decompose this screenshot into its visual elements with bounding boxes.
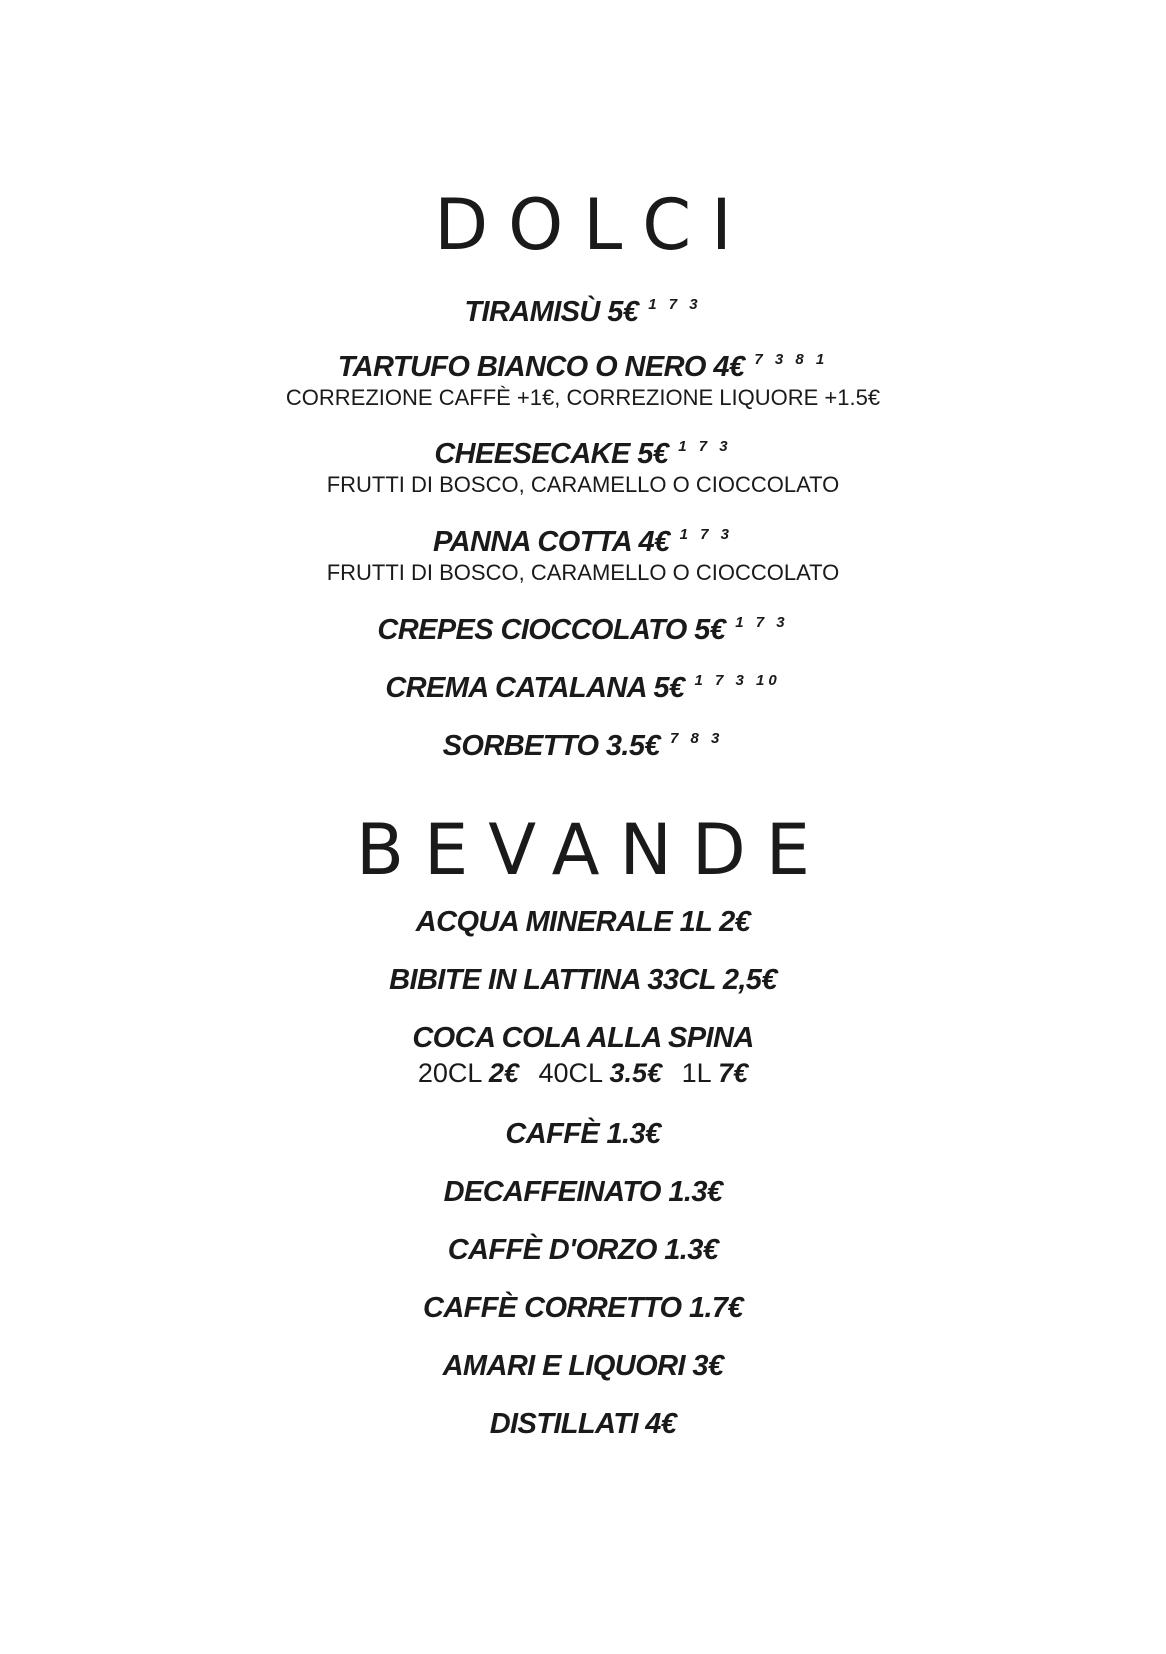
- item-name: PANNA COTTA 4€ $^{1 7 3}$: [433, 526, 733, 558]
- list-item-caffe-corretto: [0, 1290, 1166, 1326]
- list-item-cheesecake: [0, 429, 1166, 498]
- allergen-codes: 1 7 3: [678, 438, 732, 455]
- list-item-coca-cola: [0, 1020, 1166, 1090]
- allergen-codes: 7 8 3: [669, 730, 724, 747]
- size-price: 3.5€: [609, 1058, 663, 1088]
- item-name: BIBITE IN LATTINA 33CL 2,5€: [389, 964, 777, 996]
- list-item-caffe: [0, 1116, 1166, 1152]
- item-description: FRUTTI DI BOSCO, CARAMELLO O CIOCCOLATO: [326, 560, 840, 585]
- item-name: ACQUA MINERALE 1L 2€: [415, 906, 751, 938]
- list-item-amari: [0, 1348, 1166, 1384]
- list-item-bibite: [0, 962, 1166, 998]
- size-label: 20CL: [417, 1058, 482, 1088]
- item-name: SORBETTO 3.5€ $^{7 8 3}$: [442, 730, 724, 762]
- item-name: CREPES CIOCCOLATO 5€ $^{1 7 3}$: [377, 614, 789, 646]
- item-name: TARTUFO BIANCO O NERO 4€ $^{7 3 8 1}$: [337, 351, 829, 383]
- size-price: 2€: [488, 1058, 519, 1088]
- list-item-crema-catalana: [0, 663, 1166, 706]
- allergen-codes: 1 7 3: [735, 614, 789, 631]
- item-name: CHEESECAKE 5€ $^{1 7 3}$: [434, 438, 732, 470]
- item-name: CAFFÈ 1.3€: [505, 1118, 661, 1150]
- section-title-dolci: DOLCI: [434, 184, 752, 266]
- list-item-distillati: [0, 1406, 1166, 1442]
- list-item-decaffeinato: [0, 1174, 1166, 1210]
- coca-cola-sizes: [0, 1056, 1166, 1090]
- list-item-sorbetto: [0, 721, 1166, 764]
- list-item-tartufo: [0, 342, 1166, 411]
- item-name: DECAFFEINATO 1.3€: [443, 1176, 723, 1208]
- list-item-tiramisu: [0, 287, 1166, 330]
- allergen-codes: 7 3 8 1: [754, 351, 829, 368]
- allergen-codes: 1 7 3: [648, 296, 702, 313]
- item-name: TIRAMISÙ 5€ $^{1 7 3}$: [464, 296, 702, 328]
- item-name: CAFFÈ D'ORZO 1.3€: [447, 1234, 719, 1266]
- list-item-crepes: [0, 605, 1166, 648]
- list-item-panna-cotta: [0, 517, 1166, 586]
- size-label: 1L: [681, 1058, 711, 1088]
- item-name: DISTILLATI 4€: [489, 1408, 677, 1440]
- item-name: AMARI E LIQUORI 3€: [442, 1350, 724, 1382]
- item-description: FRUTTI DI BOSCO, CARAMELLO O CIOCCOLATO: [326, 472, 840, 497]
- section-title-bevande: BEVANDE: [355, 809, 831, 891]
- allergen-codes: 1 7 3: [679, 526, 733, 543]
- item-description: CORREZIONE CAFFÈ +1€, CORREZIONE LIQUORE +1.5€: [285, 385, 881, 410]
- list-item-caffe-orzo: [0, 1232, 1166, 1268]
- item-name: CAFFÈ CORRETTO 1.7€: [422, 1292, 743, 1324]
- allergen-codes: 1 7 3 10: [694, 672, 781, 689]
- size-label: 40CL: [538, 1058, 602, 1088]
- list-item-acqua: [0, 904, 1166, 940]
- item-name: COCA COLA ALLA SPINA: [412, 1022, 754, 1054]
- item-name: CREMA CATALANA 5€ $^{1 7 3 10}$: [385, 672, 781, 704]
- size-price: 7€: [718, 1058, 749, 1088]
